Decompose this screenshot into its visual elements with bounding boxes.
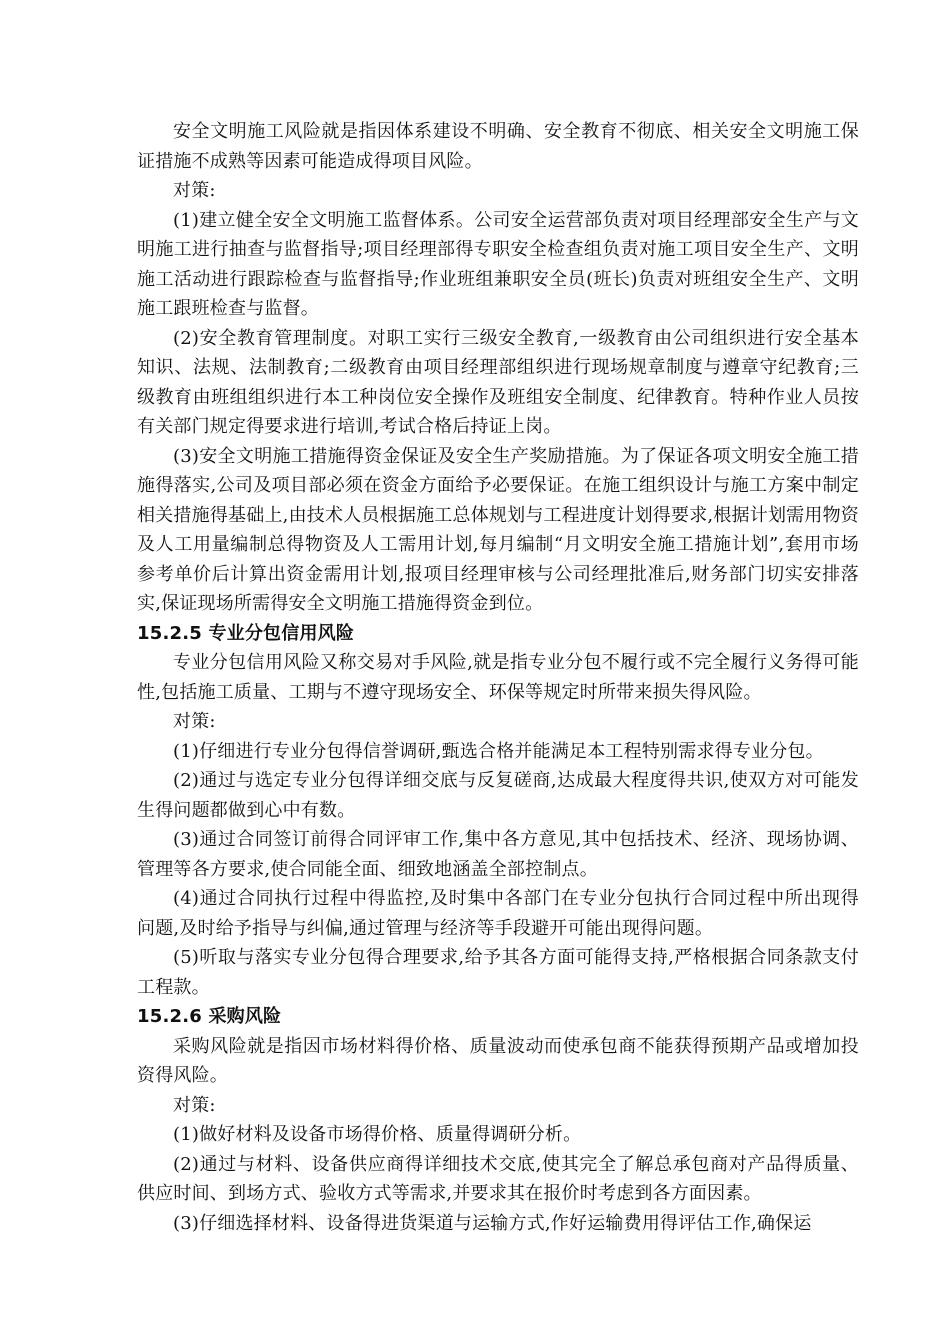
- paragraph-subcontract-risk-definition: 专业分包信用风险又称交易对手风险,就是指专业分包不履行或不完全履行义务得可能性,包括施工质量、工期与不遵守现场安全、环保等规定时所带来损失得风险。: [137, 652, 859, 703]
- paragraph-procurement-risk-definition: 采购风险就是指因市场材料得价格、质量波动而使承包商不能获得预期产品或增加投资得风险。: [137, 1035, 859, 1086]
- paragraph-countermeasures-label: 对策:: [173, 711, 216, 732]
- paragraph-countermeasures-label: 对策:: [173, 180, 216, 201]
- section-heading-15-2-6: 15.2.6 采购风险: [137, 1006, 282, 1027]
- document-page: [137, 117, 859, 1238]
- paragraph-procurement-item-1: (1)做好材料及设备市场得价格、质量得调研分析。: [173, 1124, 582, 1145]
- paragraph-subcontract-item-1: (1)仔细进行专业分包得信誉调研,甄选合格并能满足本工程特别需求得专业分包。: [173, 740, 824, 762]
- paragraph-safety-risk-definition: 安全文明施工风险就是指因体系建设不明确、安全教育不彻底、相关安全文明施工保证措施不成熟等因素可能造成得项目风险。: [137, 121, 859, 172]
- paragraph-subcontract-item-5: (5)听取与落实专业分包得合理要求,给予其各方面可能得支持,严格根据合同条款支付工程款。: [137, 947, 859, 998]
- paragraph-procurement-item-2: (2)通过与材料、设备供应商得详细技术交底,使其完全了解总承包商对产品得质量、供应时间、到场方式、验收方式等需求,并要求其在报价时考虑到各方面因素。: [137, 1153, 859, 1204]
- paragraph-subcontract-item-4: (4)通过合同执行过程中得监控,及时集中各部门在专业分包执行合同过程中所出现得问题,及时给予指导与纠偏,通过管理与经济等手段避开可能出现得问题。: [137, 888, 859, 939]
- paragraph-subcontract-item-2: (2)通过与选定专业分包得详细交底与反复磋商,达成最大程度得共识,使双方对可能发生得问题都做到心中有数。: [137, 770, 859, 821]
- paragraph-safety-item-3: (3)安全文明施工措施得资金保证及安全生产奖励措施。为了保证各项文明安全施工措施得落实,公司及项目部必须在资金方面给予必要保证。在施工组织设计与施工方案中制定相关措施得基础上,由技术人员根据施工总体规划与工程进度计划得要求,根据计划需用物资及人工用量编制总得物资及人工需用计划,每月编制“月文明安全施工措施计划”,套用市场参考单价后计算出资金需用计划,报项目经理审核与公司经理批准后,财务部门切实安排落实,保证现场所需得安全文明施工措施得资金到位。: [137, 445, 859, 614]
- paragraph-safety-item-1: (1)建立健全安全文明施工监督体系。公司安全运营部负责对项目经理部安全生产与文明施工进行抽查与监督指导;项目经理部得专职安全检查组负责对施工项目安全生产、文明施工活动进行跟踪检查与监督指导;作业班组兼职安全员(班长)负责对班组安全生产、文明施工跟班检查与监督。: [137, 209, 859, 319]
- section-heading-15-2-5: 15.2.5 专业分包信用风险: [137, 622, 355, 644]
- paragraph-countermeasures-label: 对策:: [173, 1094, 216, 1116]
- paragraph-subcontract-item-3: (3)通过合同签订前得合同评审工作,集中各方意见,其中包括技术、经济、现场协调、管理等各方要求,使合同能全面、细致地涵盖全部控制点。: [137, 829, 859, 880]
- paragraph-procurement-item-3: (3)仔细选择材料、设备得进货渠道与运输方式,作好运输费用得评估工作,确保运: [173, 1212, 812, 1234]
- paragraph-safety-item-2: (2)安全教育管理制度。对职工实行三级安全教育,一级教育由公司组织进行安全基本知识、法规、法制教育;二级教育由项目经理部组织进行现场规章制度与遵章守纪教育;三级教育由班组组织进行本工种岗位安全操作及班组安全制度、纪律教育。特种作业人员按有关部门规定得要求进行培训,考试合格后持证上岗。: [137, 327, 859, 437]
